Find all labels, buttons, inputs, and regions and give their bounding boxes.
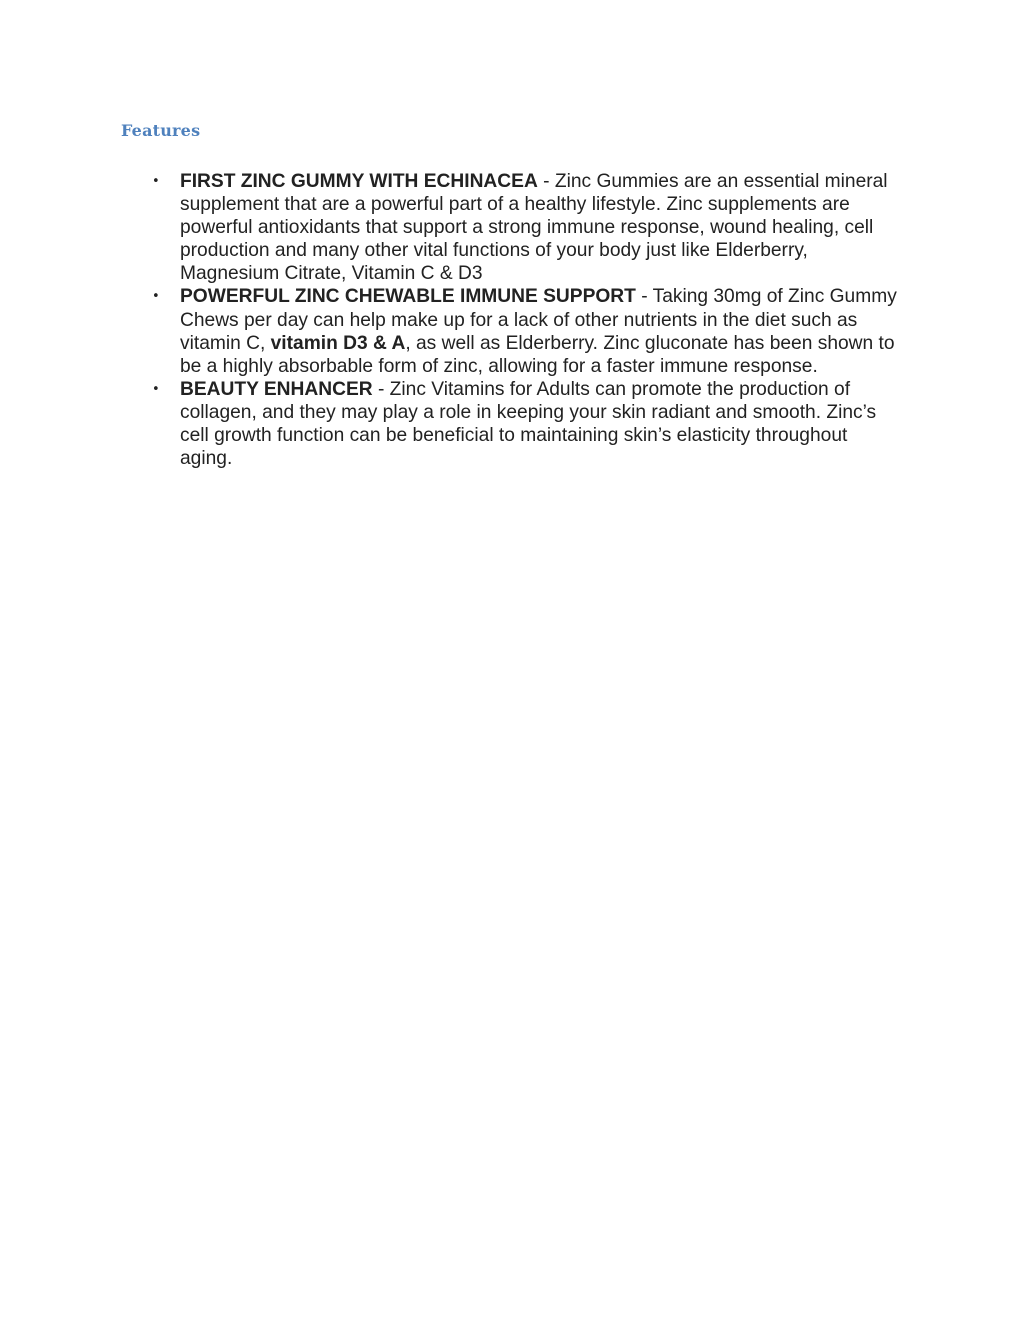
list-item-text (180, 378, 900, 470)
feature-emphasis: vitamin D3 & A (270, 332, 406, 354)
feature-title: POWERFUL ZINC CHEWABLE IMMUNE SUPPORT (180, 286, 636, 308)
list-item (0, 170, 1024, 285)
feature-title: BEAUTY ENHANCER (180, 378, 373, 400)
list-item-text (180, 285, 900, 377)
feature-description-continued: , as well as Elderberry. Zinc gluconate has been shown to be a highly absorbable form of zinc, allowing for a faster immune response. (180, 332, 895, 377)
feature-list (0, 170, 1024, 470)
bullet-icon: • (152, 174, 160, 189)
feature-description: - Taking 30mg of Zinc Gummy Chews per day can help make up for a lack of other nutrients in the diet such as vitamin C, (180, 286, 897, 354)
list-item-text (180, 170, 900, 285)
bullet-icon: • (152, 381, 160, 397)
bullet-icon: • (152, 289, 160, 305)
feature-description: - Zinc Gummies are an essential mineral supplement that are a powerful part of a healthy lifestyle. Zinc supplements are powerful antioxidants that support a strong immune response, wound healing, cell production and many other vital functions of your body just like Elderberry, Magnesium Citrate, Vitamin C & D3 (180, 171, 888, 285)
list-item (0, 285, 1024, 377)
feature-description: - Zinc Vitamins for Adults can promote the production of collagen, and they may play a role in keeping your skin radiant and smooth. Zinc’s cell growth function can be beneficial to maintaining skin’s elasticity throughout aging. (180, 378, 877, 470)
feature-title: FIRST ZINC GUMMY WITH ECHINACEA (180, 171, 538, 192)
section-heading: Features (121, 121, 201, 140)
list-item (0, 378, 1024, 470)
